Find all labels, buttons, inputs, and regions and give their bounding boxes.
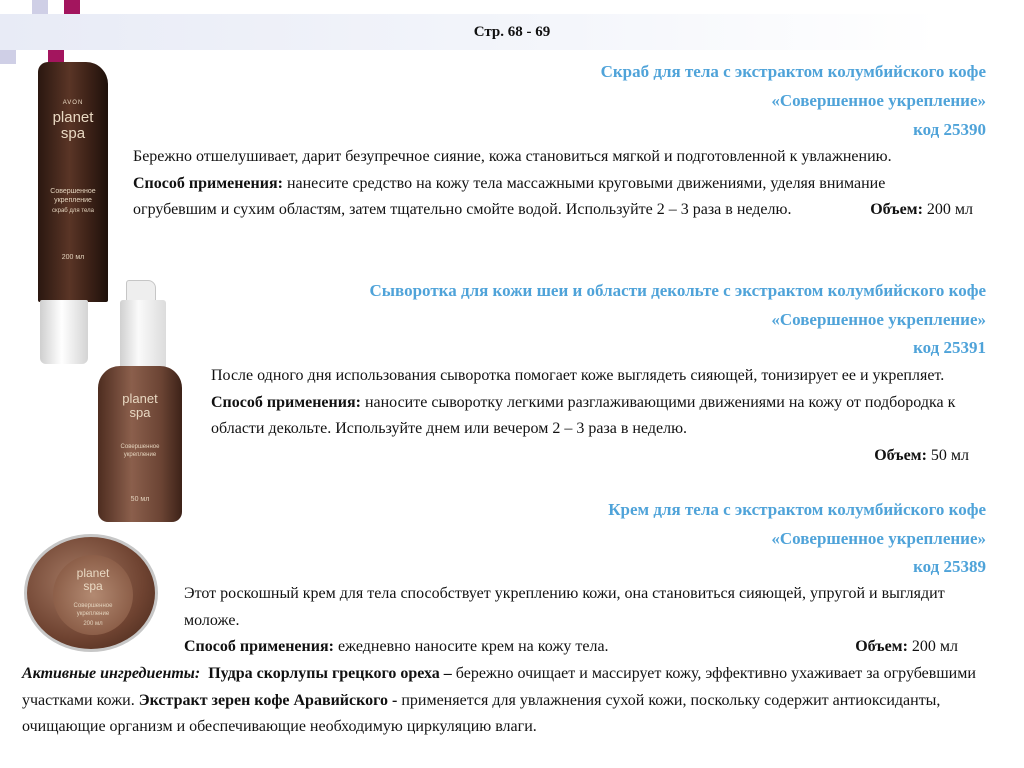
usage-text: наносите сыворотку легкими разглаживающими движениями на кожу от подбородка к области декольте. Используйте днем или вечером 2 – 3 раза в неделю. <box>211 393 956 437</box>
product-description <box>211 363 981 469</box>
usage-text: нанесите средство на кожу тела массажными круговыми движениями, уделяя внимание огрубевшим и сухим областям, затем тщательно смойте водой. Используйте 2 – 3 раза в неделю. <box>133 174 886 218</box>
product-code: код 25390 <box>913 120 986 139</box>
label-line2: укрепление <box>123 452 157 458</box>
ingredient-2-text: применяется для увлажнения сухой кожи, поскольку содержит антиоксиданты, очищающие организм и обеспечивающие необходимую циркуляцию влаги. <box>22 691 941 735</box>
ingredient-2-name: Экстракт зерен кофе Аравийского - <box>138 691 398 709</box>
bottle-body <box>98 366 182 522</box>
usage-label: Способ применения: <box>184 638 334 655</box>
product-code: код 25389 <box>913 557 986 576</box>
volume <box>870 197 973 224</box>
usage-label: Способ применения: <box>211 393 361 411</box>
product-title: Скраб для тела с экстрактом колумбийского кофе <box>600 62 986 81</box>
active-ingredients <box>22 661 987 741</box>
jar-label <box>53 555 133 635</box>
size-label: 50 мл <box>130 496 150 503</box>
description-text: Бережно отшелушивает, дарит безупречное сияние, кожа становиться мягкой и подготовленной к увлажнению. <box>133 148 892 165</box>
size-label: 200 мл <box>83 621 103 627</box>
brand-logo-line2: spa <box>83 579 103 593</box>
volume-label: Объем: <box>855 638 908 655</box>
tube-body <box>38 62 108 302</box>
decor-square <box>0 48 16 64</box>
label-line2: укрепление <box>54 197 92 204</box>
product-description <box>184 581 980 661</box>
ingredients-label: Активные ингредиенты: <box>22 665 201 682</box>
brand-logo-line1: planet <box>122 391 158 406</box>
label-line1: Совершенное <box>50 188 96 195</box>
tube-cap <box>40 300 88 364</box>
cream-jar-image <box>24 534 158 652</box>
label-line1: Совершенное <box>73 603 113 609</box>
label-line2: укрепление <box>76 611 110 617</box>
volume-value: 200 мл <box>911 638 958 655</box>
volume-label: Объем: <box>874 446 927 464</box>
brand-small: AVON <box>62 100 84 106</box>
usage-text: ежедневно наносите крем на кожу тела. <box>337 638 609 655</box>
description-text: Этот роскошный крем для тела способствует укреплению кожи, она становиться сияющей, упругой и выглядит моложе. <box>184 585 945 629</box>
serum-bottle-image <box>98 280 188 524</box>
label-line3: скраб для тела <box>52 208 94 214</box>
product-subtitle: «Совершенное укрепление» <box>771 91 986 110</box>
brand-logo-line1: planet <box>76 566 110 580</box>
product-description <box>133 144 973 224</box>
brand-logo-line2: spa <box>129 405 151 420</box>
product-subtitle: «Совершенное укрепление» <box>771 310 986 329</box>
volume-value: 50 мл <box>930 446 969 464</box>
volume <box>855 634 958 661</box>
product-title: Сыворотка для кожи шеи и области декольте с экстрактом колумбийского кофе <box>369 281 986 300</box>
product-code: код 25391 <box>913 338 986 357</box>
product-subtitle: «Совершенное укрепление» <box>771 529 986 548</box>
volume <box>874 443 969 470</box>
label-line1: Совершенное <box>120 444 160 450</box>
volume-value: 200 мл <box>926 201 973 218</box>
jar-lid <box>24 534 158 652</box>
volume-label: Объем: <box>870 201 923 218</box>
ingredient-1-name: Пудра скорлупы грецкого ореха – <box>208 665 452 682</box>
ingredient-1-text: бережно очищает и массирует кожу, эффективно ухаживает за огрубевшими участками кожи. <box>22 665 976 709</box>
description-text: После одного дня использования сыворотка помогает коже выглядеть сияющей, тонизирует ее и укрепляет. <box>211 367 945 384</box>
size-label: 200 мл <box>61 254 85 261</box>
product-title: Крем для тела с экстрактом колумбийского кофе <box>608 500 986 519</box>
brand-logo-line1: planet <box>52 109 94 126</box>
brand-logo-line2: spa <box>60 125 86 142</box>
usage-label: Способ применения: <box>133 174 283 192</box>
bottle-neck <box>120 300 166 370</box>
page-reference: Стр. 68 - 69 <box>473 24 551 40</box>
